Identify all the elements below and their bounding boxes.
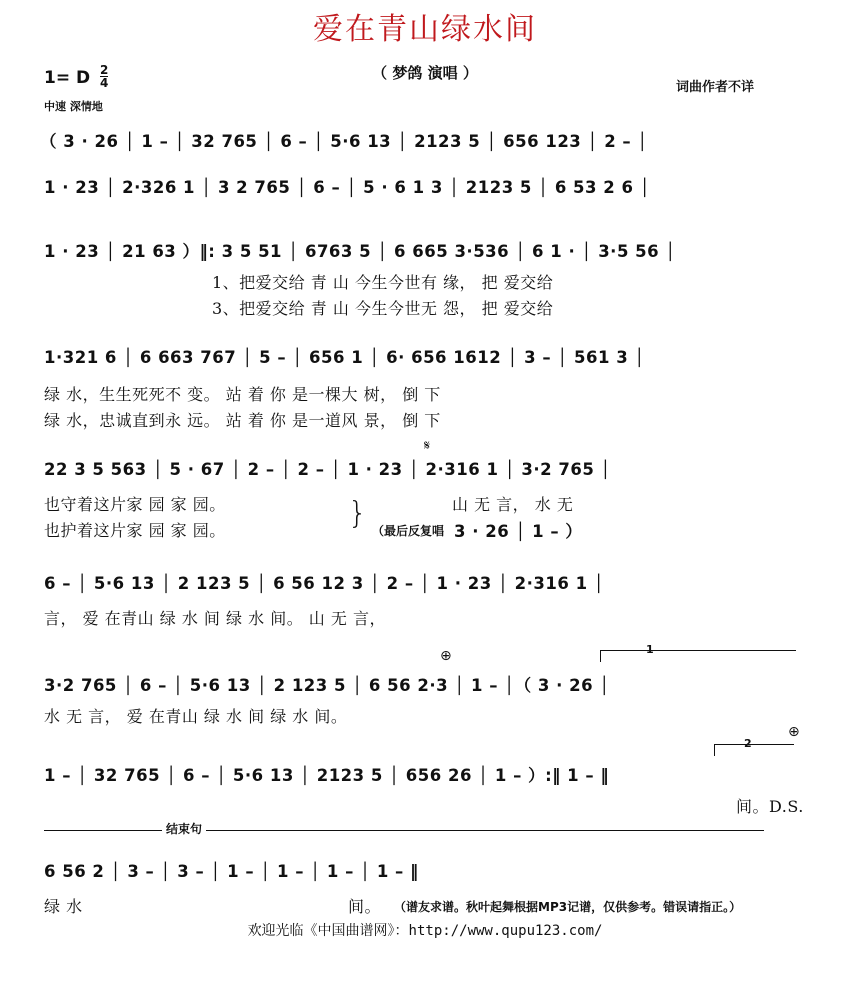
lyric-line-7: 水 无 言， 爱 在青山 绿 水 间 绿 水 间。	[44, 707, 348, 726]
second-ending-label: 2	[744, 737, 752, 750]
music-line-9: 6 56 2 │ 3 – │ 3 – │ 1 – │ 1 – │ 1 – │ 1 – ‖	[44, 862, 419, 881]
brace-symbol: }	[348, 496, 368, 531]
ending-section-label: 结束句	[162, 820, 206, 837]
lyric-line-5a: 也守着这片家 园 家 园。	[44, 495, 226, 514]
time-top: 2	[100, 63, 109, 77]
page-title: 爱在青山绿水间	[313, 12, 537, 47]
music-line-8: 1 – │ 32 765 │ 6 – │ 5·6 13 │ 2123 5 │ 656 26 │ 1 – ）:‖ 1 – ‖	[44, 766, 610, 785]
first-ending-label: 1	[646, 643, 654, 656]
music-line-1: （ 3 · 26 │ 1 – │ 32 765 │ 6 – │ 5·6 13 │ 2123 5 │ 656 123 │ 2 – │	[40, 132, 648, 151]
lyric-line-5b: 也护着这片家 园 家 园。	[44, 521, 226, 540]
repeat-instruction: （最后反复唱	[372, 524, 445, 538]
lyric-line-4a: 绿 水，生生死死不 变。 站 着 你 是一棵大 树， 倒 下	[44, 385, 441, 404]
music-line-4: 1·321 6 │ 6 663 767 │ 5 – │ 656 1 │ 6· 656 1612 │ 3 – │ 561 3 │	[44, 348, 645, 367]
last-lyric: 间。	[348, 897, 382, 916]
music-line-5: 22 3 5 563 │ 5 · 67 │ 2 – │ 2 – │ 1 · 23 │ 2·316 1 │ 3·2 765 │	[44, 460, 611, 479]
first-ending-bracket-edge	[600, 650, 601, 662]
ending-section-line	[44, 830, 764, 831]
time-signature	[100, 64, 108, 89]
singer-credit: （ 梦鸽 演唱 ）	[372, 64, 478, 82]
second-ending-bracket-edge	[714, 744, 715, 756]
second-ending-lyric: 间。D.S.	[736, 797, 804, 816]
tempo-marking: 中速 深情地	[44, 100, 103, 113]
music-line-6: 6 – │ 5·6 13 │ 2 123 5 │ 6 56 12 3 │ 2 – │ 1 · 23 │ 2·316 1 │	[44, 574, 605, 593]
music-line-3: 1 · 23 │ 21 63 ）‖: 3 5 51 │ 6763 5 │ 6 665 3·536 │ 6 1 · │ 3·5 56 │	[44, 242, 676, 261]
lyric-line-3a: 1、把爱交给 青 山 今生今世有 缘， 把 爱交给	[212, 273, 554, 292]
music-line-7: 3·2 765 │ 6 – │ 5·6 13 │ 2 123 5 │ 6 56 2·3 │ 1 – │（ 3 · 26 │	[44, 676, 610, 695]
second-ending-bracket	[714, 744, 794, 745]
footer-site-link[interactable]: 欢迎光临《中国曲谱网》：http://www.qupu123.com/	[247, 923, 603, 939]
key-signature: 1= D	[44, 68, 91, 88]
repeat-instruction-notes: 3 · 26 │ 1 – ）	[454, 522, 583, 541]
first-ending-bracket	[600, 650, 796, 651]
time-bottom: 4	[100, 76, 109, 90]
coda-icon-2: ⊕	[788, 724, 800, 740]
lyric-line-9: 绿 水	[44, 897, 83, 916]
coda-icon: ⊕	[440, 648, 452, 664]
lyric-line-4b: 绿 水，忠诚直到永 远。 站 着 你 是一道风 景， 倒 下	[44, 411, 441, 430]
lyric-line-5-mid: 山 无 言， 水 无	[452, 495, 574, 514]
segno-icon: 𝄋	[424, 438, 431, 454]
music-line-2: 1 · 23 │ 2·326 1 │ 3 2 765 │ 6 – │ 5 · 6 1 3 │ 2123 5 │ 6 53 2 6 │	[44, 178, 651, 197]
lyric-line-3b: 3、把爱交给 青 山 今生今世无 怨， 把 爱交给	[212, 299, 554, 318]
lyric-line-6: 言， 爱 在青山 绿 水 间 绿 水 间。 山 无 言，	[44, 609, 386, 628]
transcriber-note: （谱友求谱。秋叶起舞根据MP3记谱，仅供参考。错误请指正。）	[394, 900, 742, 914]
composer-credit: 词曲作者不详	[676, 80, 755, 95]
